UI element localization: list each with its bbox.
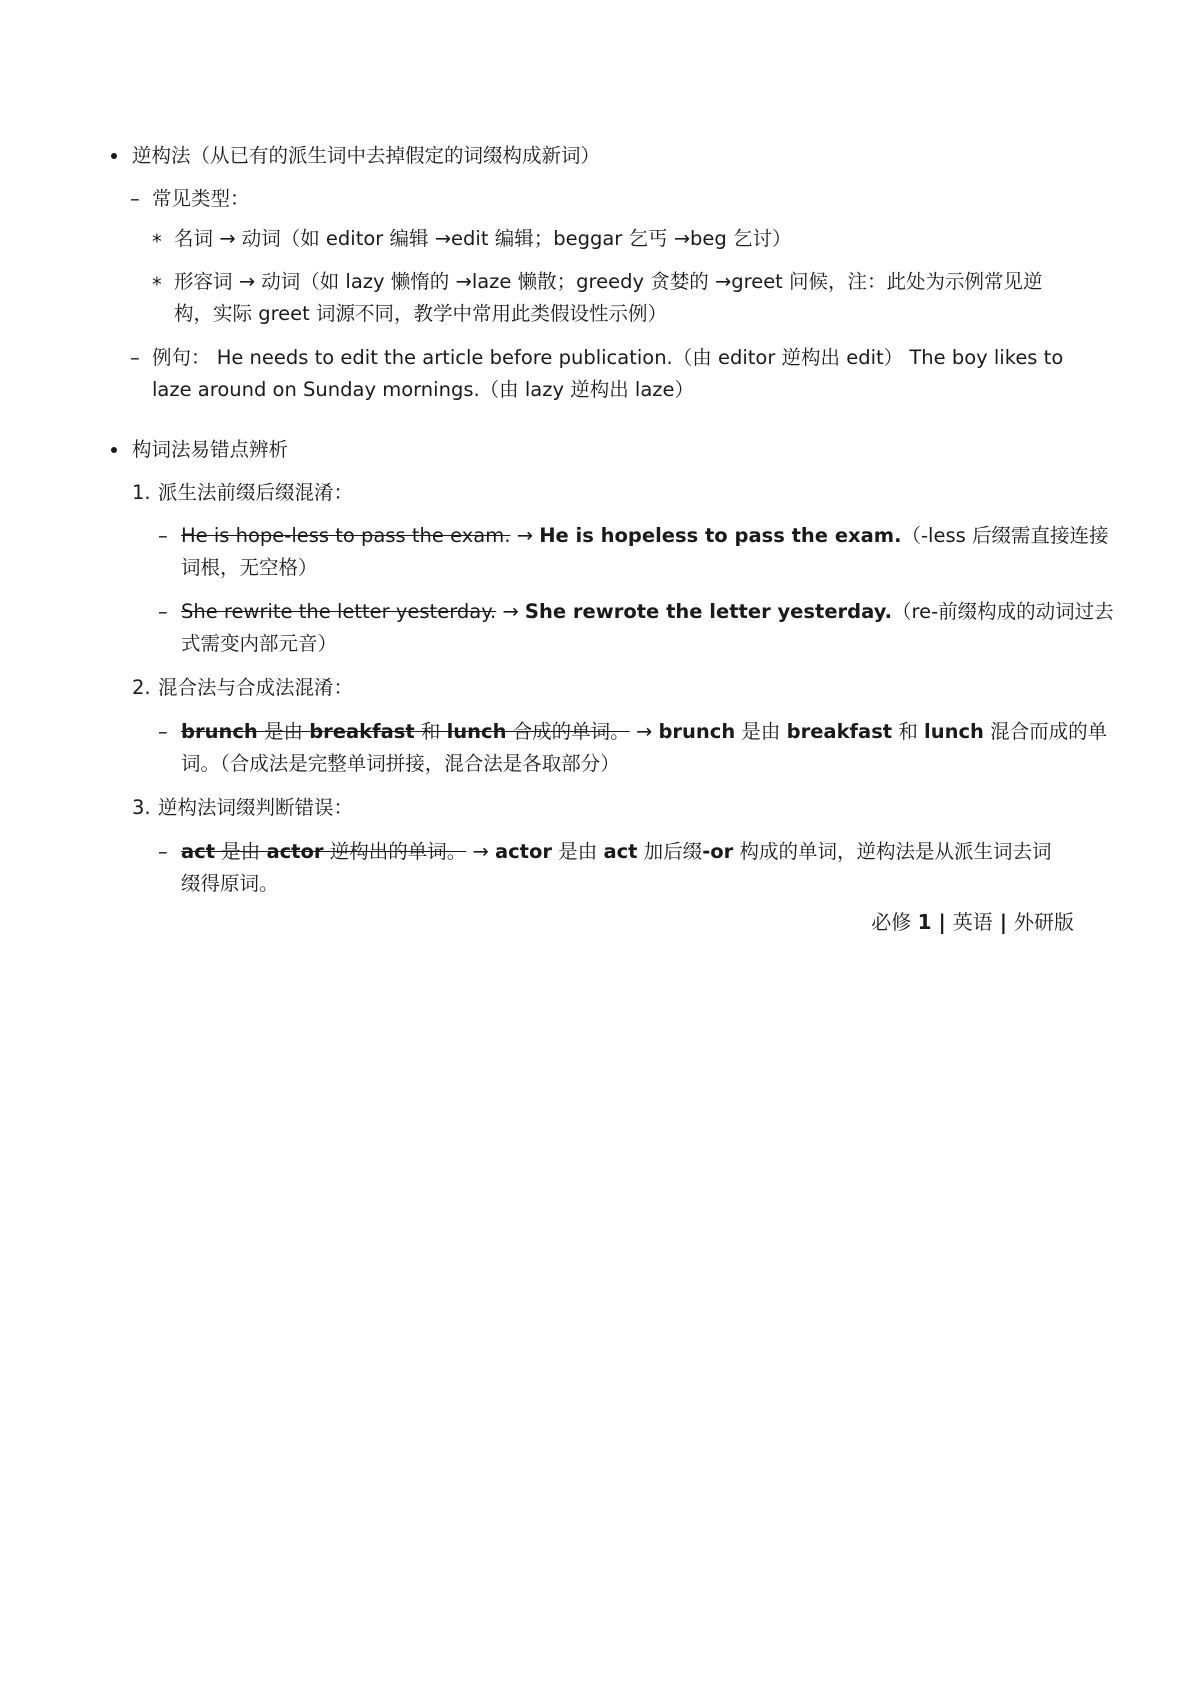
wrong-text: 是由 <box>215 840 267 863</box>
dash-icon: – <box>158 600 168 623</box>
item-heading: 派生法前缀后缀混淆： <box>158 481 354 504</box>
dash-icon: – <box>158 840 168 863</box>
example-line1: 例句： He needs to edit the article before publication.（由 editor 逆构出 edit） The boy likes to <box>152 346 1064 369</box>
right-word: breakfast <box>786 720 893 743</box>
star-icon: * <box>152 230 162 253</box>
note: （re-前缀构成的动词过去 <box>892 600 1114 623</box>
wrong-word: act <box>181 840 216 863</box>
footer-subject: 英语 <box>952 910 993 934</box>
example-line2: laze around on Sunday mornings.（由 lazy 逆构出 laze） <box>152 378 695 401</box>
note-continued: 词。（合成法是完整单词拼接，混合法是各取部分） <box>181 752 620 775</box>
types-label: 常见类型： <box>152 187 250 210</box>
wrong-word: lunch <box>446 720 507 743</box>
correction-line1 <box>181 520 1108 552</box>
right-text: 是由 <box>552 840 604 863</box>
correction-line1 <box>181 716 1107 748</box>
bullet-icon <box>111 447 117 453</box>
dash-icon: – <box>158 720 168 743</box>
dash-icon: – <box>130 187 140 210</box>
note-continued: 缀得原词。 <box>181 872 279 895</box>
right-word: brunch <box>658 720 736 743</box>
arrow: → <box>496 600 525 623</box>
bullet-icon <box>111 153 117 159</box>
right-text: 混合而成的单 <box>983 720 1108 743</box>
wrong-word: breakfast <box>309 720 415 743</box>
wrong-text: 是由 <box>257 720 310 743</box>
section-title-back-formation: 逆构法（从已有的派生词中去掉假定的词缀构成新词） <box>132 144 601 167</box>
right-text: 是由 <box>735 720 787 743</box>
wrong-sentence <box>181 720 630 743</box>
wrong-word: brunch <box>181 720 258 743</box>
right-word: act <box>603 840 638 863</box>
footer-text: 必修 <box>871 910 918 934</box>
wrong-sentence: She rewrite the letter yesterday. <box>181 600 497 623</box>
footer-volume: 1 <box>917 910 932 934</box>
item-number: 1. <box>132 481 151 504</box>
footer-separator: | <box>931 910 953 934</box>
type-noun-to-verb: 名词 → 动词（如 editor 编辑 →edit 编辑；beggar 乞丐 →beg 乞讨） <box>174 227 792 250</box>
right-word: lunch <box>924 720 984 743</box>
note-continued: 词根，无空格） <box>181 556 318 579</box>
arrow: → <box>629 720 659 743</box>
dash-icon: – <box>130 346 140 369</box>
correction-line1 <box>181 596 1114 628</box>
right-word: actor <box>494 840 553 863</box>
note-continued: 式需变内部元音） <box>181 632 338 655</box>
correct-sentence: She rewrote the letter yesterday. <box>524 600 893 623</box>
arrow: → <box>466 840 495 863</box>
wrong-text: 逆构出的单词。 <box>323 840 467 863</box>
wrong-text: 和 <box>414 720 447 743</box>
wrong-word: actor <box>266 840 324 863</box>
dash-icon: – <box>158 524 168 547</box>
right-text: 和 <box>892 720 925 743</box>
type-adj-to-verb-line1: 形容词 → 动词（如 lazy 懒惰的 →laze 懒散；greedy 贪婪的 →greet 问候，注：此处为示例常见逆 <box>174 270 1043 293</box>
item-number: 2. <box>132 676 151 699</box>
footer-publisher: 外研版 <box>1014 910 1074 934</box>
right-word: -or <box>702 840 734 863</box>
wrong-sentence: He is hope-less to pass the exam. <box>181 524 511 547</box>
star-icon: * <box>152 273 162 296</box>
note: （-less 后缀需直接连接 <box>901 524 1109 547</box>
right-text: 构成的单词，逆构法是从派生词去词 <box>733 840 1052 863</box>
right-text: 加后缀 <box>637 840 703 863</box>
wrong-text: 合成的单词。 <box>506 720 630 743</box>
type-adj-to-verb-line2: 构，实际 greet 词源不同，教学中常用此类假设性示例） <box>174 302 668 325</box>
correction-line1 <box>181 836 1052 868</box>
footer-separator: | <box>992 910 1014 934</box>
section-title-pitfalls: 构词法易错点辨析 <box>132 438 289 461</box>
item-heading: 逆构法词缀判断错误： <box>158 796 354 819</box>
page-footer <box>871 906 1074 938</box>
item-number: 3. <box>132 796 151 819</box>
arrow: → <box>510 524 540 547</box>
wrong-sentence <box>181 840 466 863</box>
item-heading: 混合法与合成法混淆： <box>158 676 354 699</box>
correct-sentence: He is hopeless to pass the exam. <box>539 524 902 547</box>
